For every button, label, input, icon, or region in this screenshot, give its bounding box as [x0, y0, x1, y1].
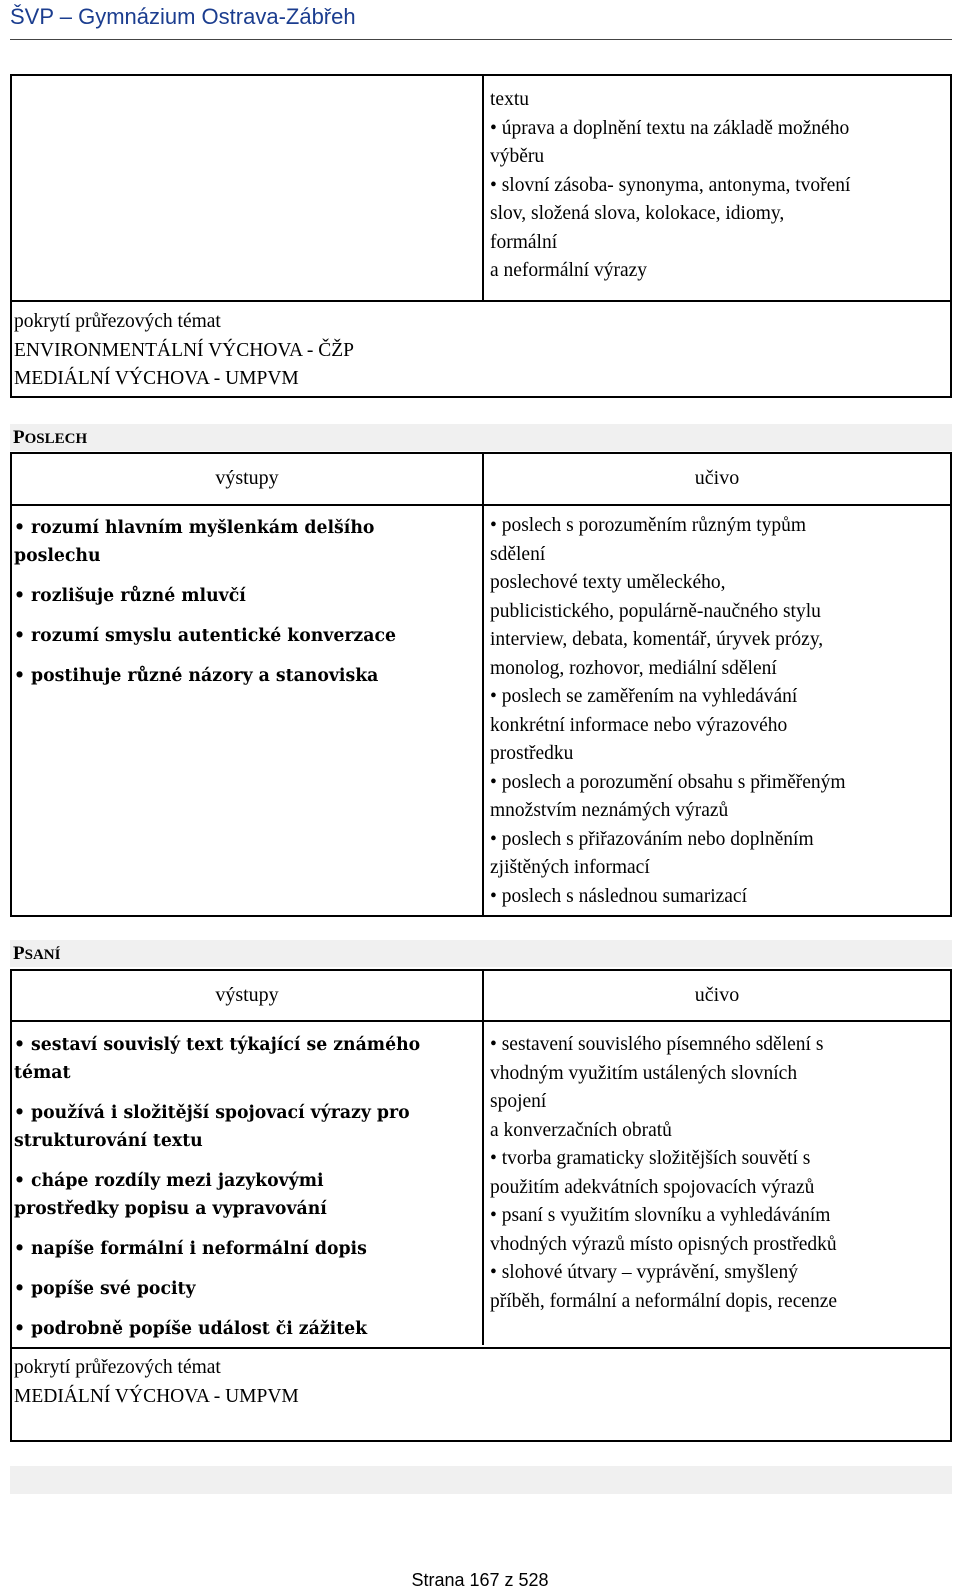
content-line: prostředku: [490, 743, 574, 764]
output-item: strukturování textu: [14, 1131, 203, 1151]
poslech-content: [490, 512, 948, 911]
output-item: • rozumí smyslu autentické konverzace: [14, 626, 396, 646]
output-item: • popíše své pocity: [14, 1279, 196, 1299]
section-title-poslech: POSLECH: [10, 424, 952, 451]
psani-table: [10, 969, 952, 1442]
cross-topics-label: pokrytí průřezových témat: [14, 311, 221, 332]
psani-col-outputs-header: výstupy: [215, 984, 279, 1006]
header-divider: [10, 39, 952, 40]
output-item: prostředky popisu a vypravování: [14, 1199, 327, 1219]
output-item: • postihuje různé názory a stanoviska: [14, 666, 379, 686]
cross-topic-item: MEDIÁLNÍ VÝCHOVA - UMPVM: [14, 1385, 299, 1407]
poslech-table: [10, 452, 952, 917]
content-line: formální: [490, 231, 558, 253]
content-line: sdělení: [490, 543, 546, 565]
output-item: • používá i složitější spojovací výrazy pro: [14, 1103, 410, 1123]
content-line: publicistického, populárně-naučného stylu: [490, 600, 821, 622]
content-line: vhodných výrazů místo opisných prostředků: [490, 1233, 837, 1255]
content-line: • poslech se zaměřením na vyhledávání: [490, 686, 798, 707]
psani-cross-topics-cell: [14, 1354, 614, 1411]
poslech-col-outputs-header: výstupy: [215, 467, 279, 489]
content-line: interview, debata, komentář, úryvek prózy,: [490, 629, 824, 650]
top-table-row-divider: [12, 300, 950, 302]
output-item: poslechu: [14, 546, 101, 566]
content-line: zjištěných informací: [490, 857, 650, 878]
poslech-outputs: [14, 514, 474, 690]
output-item: • rozlišuje různé mluvčí: [14, 586, 246, 606]
content-line: • poslech a porozumění obsahu s přiměřeným: [490, 771, 846, 793]
output-item: • chápe rozdíly mezi jazykovými: [14, 1171, 324, 1191]
output-item: • napíše formální i neformální dopis: [14, 1239, 367, 1259]
content-line: • tvorba gramaticky složitějších souvětí s: [490, 1148, 811, 1169]
content-line: příběh, formální a neformální dopis, recenze: [490, 1290, 838, 1312]
content-line: textu: [490, 89, 529, 110]
content-line: výběru: [490, 146, 545, 167]
document-header: ŠVP – Gymnázium Ostrava-Zábřeh: [10, 4, 356, 29]
content-line: • sestavení souvislého písemného sdělení s: [490, 1034, 824, 1055]
content-line: • poslech s následnou sumarizací: [490, 885, 748, 907]
next-section-band: [10, 1466, 952, 1494]
section-title-psani: PSANÍ: [10, 940, 952, 967]
cross-topic-item: MEDIÁLNÍ VÝCHOVA - UMPVM: [14, 368, 299, 389]
cross-topics-cell: [14, 308, 614, 394]
content-line: • poslech s porozuměním různým typům: [490, 515, 807, 536]
output-item: témat: [14, 1063, 71, 1083]
top-table: [10, 74, 952, 398]
content-line: a neformální výrazy: [490, 260, 648, 281]
top-table-right-cell: [490, 86, 940, 286]
psani-column-divider: [482, 971, 484, 1345]
poslech-col-content-header: učivo: [694, 467, 740, 489]
content-line: • úprava a doplnění textu na základě možného: [490, 117, 850, 139]
psani-cross-topics-divider: [12, 1347, 950, 1349]
content-line: • poslech s přiřazováním nebo doplněním: [490, 828, 814, 850]
content-line: monolog, rozhovor, mediální sdělení: [490, 657, 777, 679]
output-item: • sestaví souvislý text týkající se známého: [14, 1035, 421, 1055]
cross-topic-item: ENVIRONMENTÁLNÍ VÝCHOVA - ČŽP: [14, 339, 354, 361]
content-line: spojení: [490, 1091, 547, 1112]
content-line: vhodným využitím ustálených slovních: [490, 1062, 798, 1084]
content-line: • psaní s využitím slovníku a vyhledáváním: [490, 1205, 831, 1226]
content-line: použitím adekvátních spojovacích výrazů: [490, 1176, 815, 1198]
output-item: • rozumí hlavním myšlenkám delšího: [14, 518, 375, 538]
psani-outputs: [14, 1031, 474, 1343]
cross-topics-label: pokrytí průřezových témat: [14, 1357, 221, 1378]
top-table-column-divider: [482, 76, 484, 300]
poslech-column-divider: [482, 454, 484, 915]
psani-col-content-header: učivo: [694, 984, 740, 1006]
psani-header-divider: [12, 1020, 950, 1022]
content-line: slov, složená slova, kolokace, idiomy,: [490, 203, 785, 224]
content-line: konkrétní informace nebo výrazového: [490, 714, 788, 736]
content-line: • slovní zásoba- synonyma, antonyma, tvoření: [490, 174, 851, 196]
psani-content: [490, 1031, 948, 1316]
content-line: • slohové útvary – vyprávění, smyšlený: [490, 1262, 798, 1283]
content-line: poslechové texty uměleckého,: [490, 572, 726, 593]
content-line: množstvím neznámých výrazů: [490, 800, 729, 821]
content-line: a konverzačních obratů: [490, 1119, 672, 1141]
poslech-header-divider: [12, 504, 950, 506]
page-number: Strana 167 z 528: [411, 1570, 549, 1590]
output-item: • podrobně popíše událost či zážitek: [14, 1319, 368, 1339]
